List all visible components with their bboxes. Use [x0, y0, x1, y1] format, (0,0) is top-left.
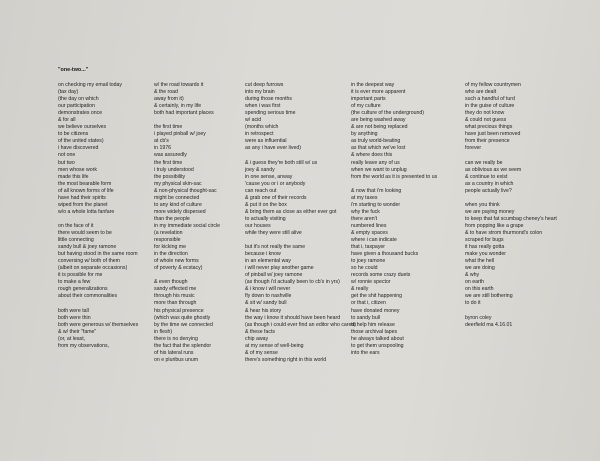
poem-line: important parts [351, 96, 386, 103]
stanza-break [465, 195, 557, 202]
poem-line: our participation [58, 103, 95, 110]
poem-line: have donated money [351, 307, 400, 314]
poem-line: w/o a whole lotta fanfare [58, 208, 115, 215]
poem-line: & these facts [245, 328, 275, 335]
poem-line: because i know [245, 251, 281, 258]
stanza-break [245, 237, 356, 244]
poem-line: his physical presence [154, 307, 204, 314]
poem-line: was assuredly [154, 152, 187, 159]
poem-line: both were generous w/ themselves [58, 321, 139, 328]
poem-line: he always talked about [351, 335, 404, 342]
stanza-break [154, 272, 220, 279]
poem-line: & i know i will never [245, 286, 291, 293]
poem-line: but having stood in the same room [58, 251, 138, 258]
poem-line: sandy bull & joey ramone [58, 244, 117, 251]
poem-line: chip away [245, 335, 269, 342]
poem-line: & now that i'm looking [351, 187, 402, 194]
poem-line: while they were still alive [245, 229, 302, 236]
poem-line: (albeit on separate occasions) [58, 265, 128, 272]
poem-column-5 [465, 82, 557, 329]
poem-line: as that which we've lost [351, 145, 406, 152]
poem-line: from their presence [465, 138, 510, 145]
poem-line: during those months [245, 96, 293, 103]
poem-line: there is no denying [154, 335, 198, 342]
poem-column-4 [351, 82, 437, 357]
poem-line: of the united states) [58, 138, 104, 145]
poem-line: (as though i could ever find an editor who cared) [245, 321, 357, 328]
poem-line: can reach out [245, 187, 277, 194]
poem-line: sandy effected me [154, 286, 197, 293]
poem-line: when we want to unplug [351, 166, 407, 173]
poem-line: in the deepest way [351, 82, 395, 88]
poem-line: & i guess they're both still w/ us [245, 159, 318, 166]
poem-line: in 1976 [154, 145, 172, 152]
poem-line: as oblivious as we seem [465, 166, 522, 173]
poem-line: i have discovered [58, 145, 99, 152]
poem-line: to make a few [58, 279, 91, 286]
poem-line: of all known forms of life [58, 187, 114, 194]
poem-line: responsible [154, 237, 181, 244]
poem-line: have had their spirits [58, 194, 106, 201]
poem-column-3 [245, 82, 356, 364]
poem-line: from popping like a grape [465, 222, 524, 229]
poem-line: joey & sandy [245, 166, 275, 173]
poem-line: i truly understood [154, 166, 194, 173]
poem-line: my physical skin-sac [154, 180, 202, 187]
poem-line: & the road [154, 89, 178, 96]
poem-line: than the people [154, 215, 190, 222]
poem-line: where i can indicate [351, 237, 397, 244]
poem-line: made this life [58, 173, 89, 180]
poem-line: on e pluribus unum [154, 356, 199, 363]
poem-line: but two [58, 159, 75, 166]
poem-line: rough generalizations [58, 286, 108, 293]
poem-line: on the face of it [58, 222, 94, 229]
poem-line: scraped for bugs [465, 237, 504, 244]
poem-line: can we really be [465, 159, 503, 166]
poem-line: from my observations, [58, 342, 110, 349]
poem-line: & empty spaces [351, 229, 388, 236]
poem-line: to actually visiting [245, 215, 286, 222]
poem-line: spending serious time [245, 110, 296, 117]
poem-line: into the ears [351, 349, 380, 356]
poem-line: people actually live? [465, 187, 512, 194]
poem-line: to sandy bull [351, 314, 381, 321]
poem-line: so he could [351, 265, 378, 272]
poem-line: have given a thousand bucks [351, 251, 419, 258]
poem-line: we are still bothering [465, 293, 513, 300]
poem-line: when you think [465, 201, 500, 208]
poem-line: that i, taxpayer [351, 244, 386, 251]
poem-line: of my culture [351, 103, 381, 110]
poem-line: on checking my email today [58, 82, 123, 88]
poem-line: (which was quite ghostly [154, 314, 211, 321]
poem-line: & w/ their "fame" [58, 328, 97, 335]
poem-line: & continue to exist [465, 173, 508, 180]
poem-line: to do it [465, 300, 481, 307]
poem-line: & for all [58, 117, 76, 124]
poem-line: in one sense, anway [245, 173, 293, 180]
poem-line: about their commonalities [58, 293, 118, 300]
poem-line: the fact that the splendor [154, 342, 212, 349]
poem-line: such a handful of turd [465, 96, 515, 103]
poem-line: but it's not really the same [245, 244, 306, 251]
poem-line: we are doing [465, 265, 495, 272]
poem-line: the first time [154, 124, 183, 131]
poem-line: i'm starting to wonder [351, 201, 401, 208]
poem-line: in an elemental way [245, 258, 291, 265]
poem-line: of my fellow countrymen [465, 82, 521, 88]
poem-line: in the direction [154, 251, 188, 258]
poem-line: the way i know it should have been heard [245, 314, 341, 321]
poem-line: our houses [245, 222, 271, 229]
poem-line: numbered lines [351, 222, 387, 229]
poem-line: (or, at least, [58, 335, 86, 342]
poem-line: both had important places [154, 110, 214, 117]
poem-line: & could not guess [465, 117, 507, 124]
poem-line: of whole new forms [154, 258, 199, 265]
poem-line: & to have strom thurmond's colon [465, 229, 543, 236]
poem-line: w/ acid [245, 117, 262, 124]
poem-line: from the world as it is presented to us [351, 173, 438, 180]
poem-line: (tax day) [58, 89, 79, 96]
poem-line: at cb's [154, 138, 169, 145]
poem-line: make you wonder [465, 251, 506, 258]
stanza-break [154, 117, 220, 124]
poem-line: little connecting [58, 237, 94, 244]
poem-line: there's something right in this world [245, 356, 327, 363]
poem-line: forever [465, 145, 482, 152]
poem-line: were as influential [245, 138, 287, 145]
poem-line: at my sense of well-being [245, 342, 304, 349]
poem-line: & bring them as close as either ever got [245, 208, 337, 215]
poem-title: "one-two..." [58, 67, 89, 73]
poem-column-1 [58, 82, 138, 350]
poem-line: more than through [154, 300, 197, 307]
poem-line: it is ever more apparent [351, 89, 406, 96]
poem-line: get the shit happening [351, 293, 403, 300]
poem-line: as any i have ever lived) [245, 145, 301, 152]
poem-line: cut deep furrows [245, 82, 284, 88]
poem-line: fly down to nashville [245, 293, 292, 300]
poem-line: to any kind of culture [154, 201, 202, 208]
poem-line: have just been removed [465, 131, 521, 138]
stanza-break [58, 216, 138, 223]
poem-line: (months which [245, 124, 279, 131]
poem-line: to joey ramone [351, 258, 386, 265]
poem-line: to keep that fat scumbag cheney's heart [465, 215, 557, 222]
poem-line: (a revelation [154, 229, 183, 236]
poem-line: what precious things [465, 124, 513, 131]
poem-line: not one [58, 152, 76, 159]
poem-line: demonstrates once [58, 110, 103, 117]
poem-line: & where does this [351, 152, 393, 159]
poem-line: deerfield ma 4.16.01 [465, 321, 513, 328]
poem-line: as a country in which [465, 180, 514, 187]
stanza-break [351, 181, 437, 188]
poem-line: (the culture of the underground) [351, 110, 424, 117]
poem-line: wiped from the planet [58, 201, 108, 208]
poem-line: both were tall [58, 307, 89, 314]
stanza-break [465, 152, 557, 159]
poem-line: on this earth [465, 286, 494, 293]
poem-line: to help him release [351, 321, 395, 328]
poem-line: through his music [154, 293, 195, 300]
poem-line: in flesh) [154, 328, 173, 335]
poem-line: w/ the road towards it [154, 82, 204, 88]
poem-line: conversing w/ both of them [58, 258, 120, 265]
poem-line: 'cause you or i or anybody [245, 180, 306, 187]
poem-line: or that i, citizen [351, 300, 386, 307]
poem-line: i played pinball w/ joey [154, 131, 206, 138]
poem-line: there aren't [351, 215, 378, 222]
poem-line: by anything [351, 131, 378, 138]
poem-line: & why [465, 272, 480, 279]
poem-line: who are dealt [465, 89, 497, 96]
stanza-break [465, 308, 557, 315]
poem-line: in the guise of culture [465, 103, 515, 110]
poem-line: & grab one of their records [245, 194, 307, 201]
poem-line: what the hell [465, 258, 495, 265]
poem-line: to get them unspooling [351, 342, 404, 349]
poem-line: away from it) [154, 96, 184, 103]
poem-line: more widely dispersed [154, 208, 206, 215]
poem-line: those archival tapes [351, 328, 398, 335]
stanza-break [245, 152, 356, 159]
poem-line: really leave any of us [351, 159, 400, 166]
poem-line: we believe ourselves [58, 124, 107, 131]
poem-line: of his lateral runs [154, 349, 194, 356]
poem-line: the first time [154, 159, 183, 166]
poem-line: there would seem to be [58, 229, 112, 236]
poem-line: w/ ronnie spector [351, 279, 391, 286]
poem-line: to be citizens [58, 131, 89, 138]
poem-line: (as though i'd actually been to cb's in yrs) [245, 279, 340, 286]
poem-line: & even though [154, 279, 188, 286]
poem-line: at my taxes [351, 194, 378, 201]
poem-line: might be connected [154, 194, 200, 201]
poem-line: (the day on which [58, 96, 99, 103]
poem-line: they do not know [465, 110, 505, 117]
poem-line: & are not being replaced [351, 124, 408, 131]
poem-column-2 [154, 82, 220, 364]
poem-line: records some crazy duets [351, 272, 411, 279]
poem-line: as truly world-beating [351, 138, 401, 145]
poem-line: byron coley [465, 314, 492, 321]
poem-line: & non-physical thought-sac [154, 187, 217, 194]
poem-line: it has really gotta [465, 244, 505, 251]
poem-line: in retrospect [245, 131, 274, 138]
poem-line: by the time we connected [154, 321, 213, 328]
poem-line: on earth [465, 279, 485, 286]
poem-line: men whose work [58, 166, 97, 173]
poem-line: & sit w/ sandy bull [245, 300, 287, 307]
poem-line: it is possible for me [58, 272, 103, 279]
poem-line: both were thin [58, 314, 91, 321]
poem-line: of pinball w/ joey ramone [245, 272, 303, 279]
poem-line: into my brain [245, 89, 275, 96]
poem-line: we are paying money [465, 208, 515, 215]
poem-line: & certainly, in my life [154, 103, 202, 110]
poem-line: & put it on the box [245, 201, 287, 208]
poem-line: & really [351, 286, 369, 293]
stanza-break [58, 300, 138, 307]
poem-line: are being washed away [351, 117, 406, 124]
poem-line: & hear his story [245, 307, 282, 314]
poem-line: for kicking me [154, 244, 186, 251]
poem-line: i will never play another game [245, 265, 314, 272]
poem-line: the possibility [154, 173, 186, 180]
poem-line: when i was first [245, 103, 281, 110]
poem-line: of poverty & ecstacy) [154, 265, 203, 272]
poem-line: the most bearable form [58, 180, 112, 187]
poem-line: why the fuck [351, 208, 380, 215]
poem-line: & of my sense [245, 349, 278, 356]
poem-line: in my immediate social circle [154, 222, 221, 229]
